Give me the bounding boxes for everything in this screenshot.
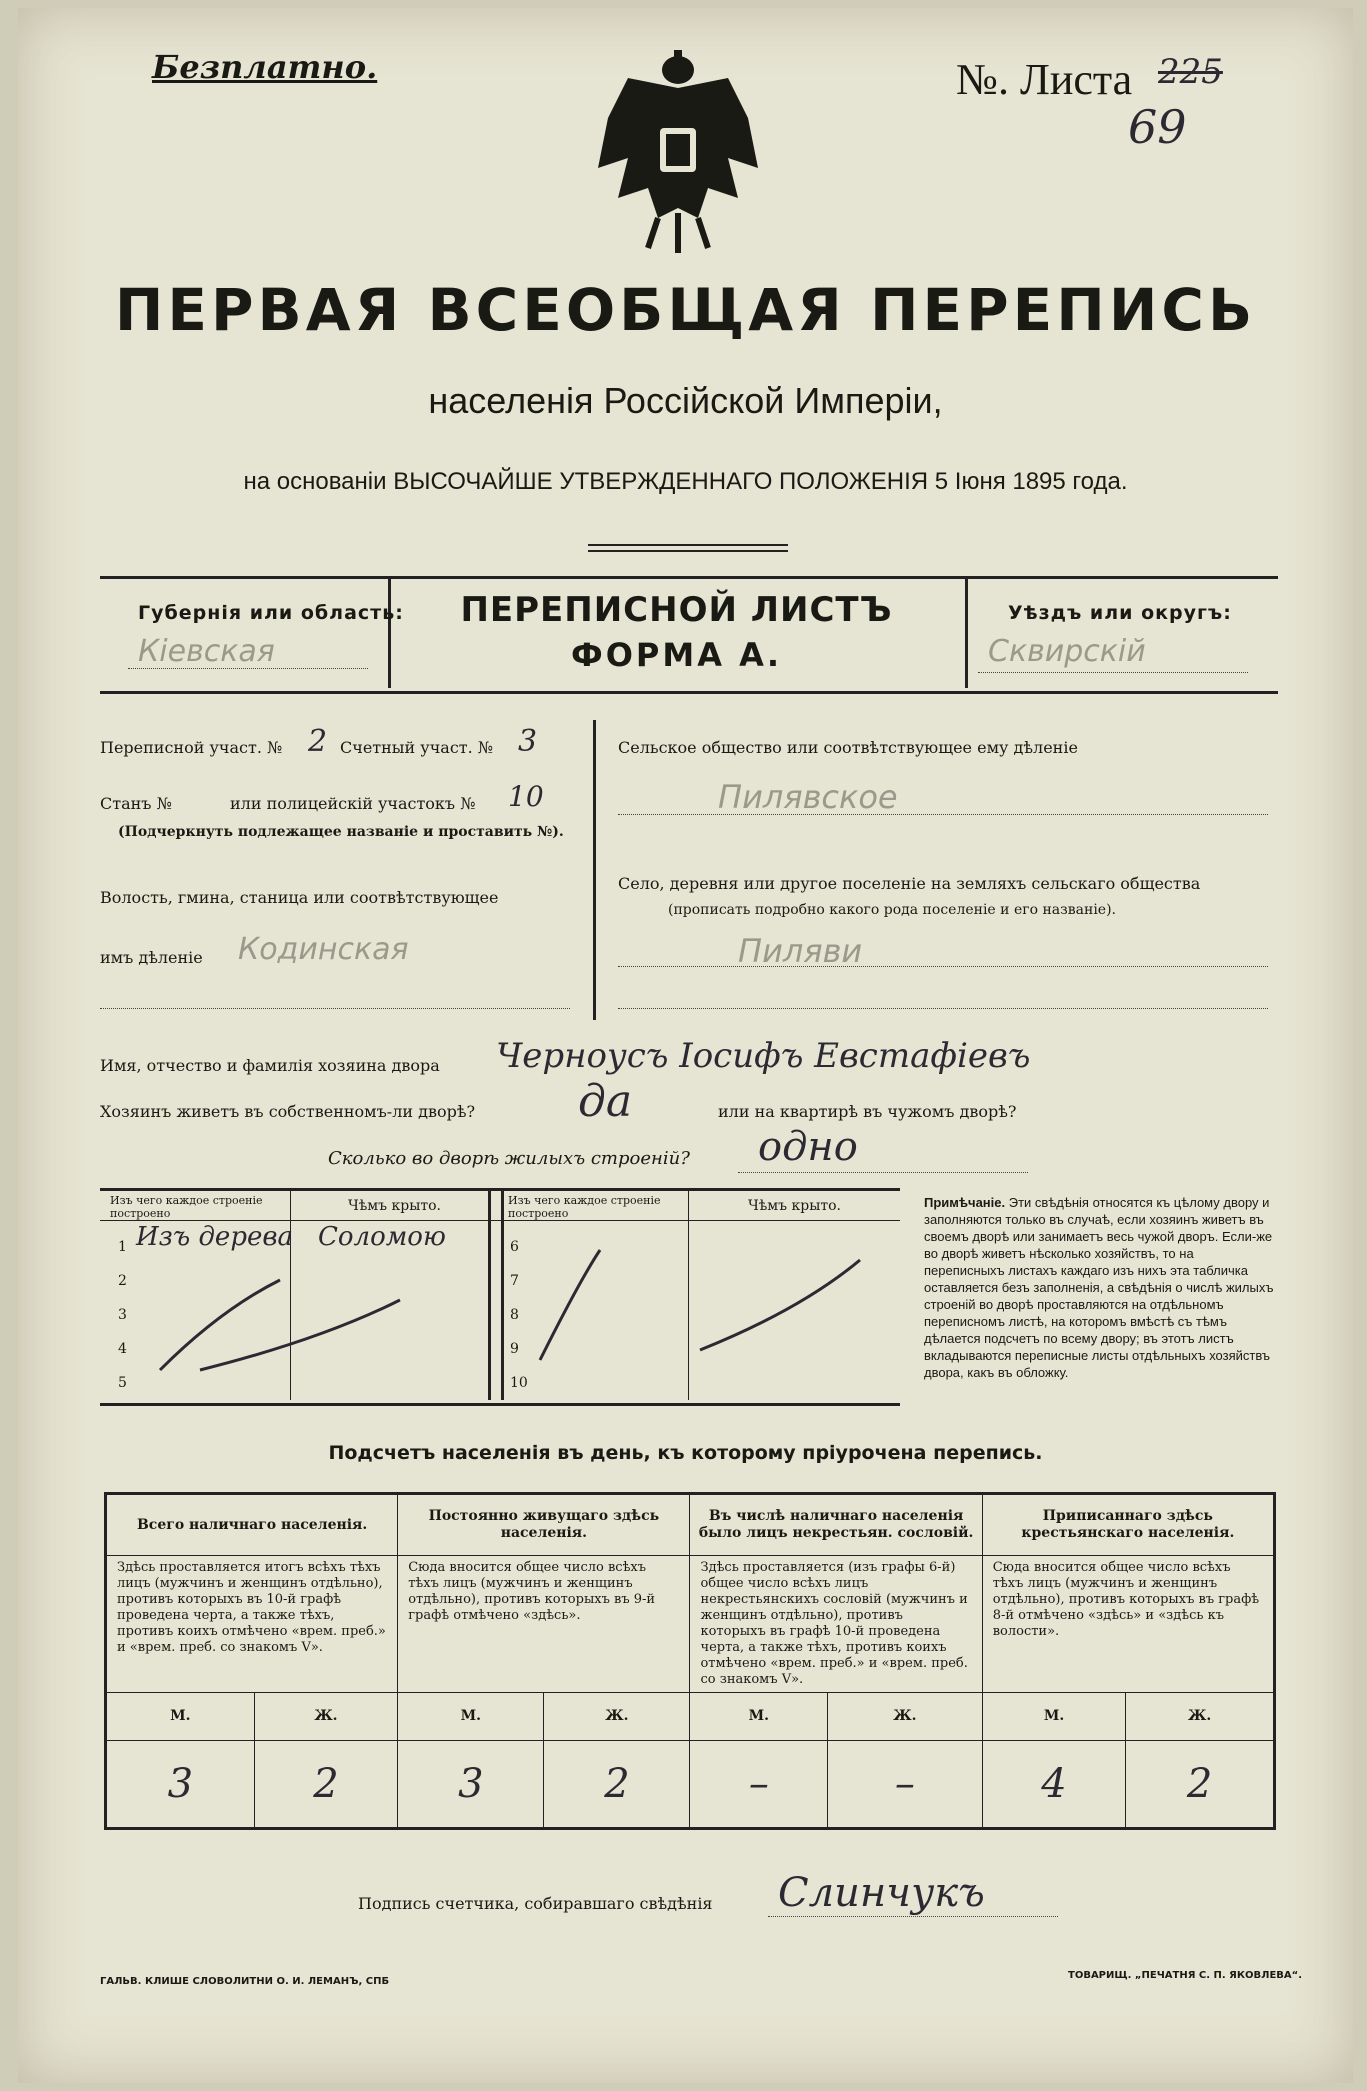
female-header: Ж. (1126, 1693, 1275, 1741)
signature-label: Подпись счетчика, собиравшаго свѣдѣнія (358, 1894, 713, 1913)
society-line (618, 814, 1268, 815)
male-header: М. (690, 1693, 828, 1741)
village-note: (прописать подробно какого рода поселеніе и его названіе). (668, 902, 1116, 918)
male-header: М. (982, 1693, 1126, 1741)
pop-col-title: Приписаннаго здѣсь крестьянскаго населенія. (982, 1494, 1274, 1556)
form-title: ПЕРЕПИСНОЙ ЛИСТЪ (460, 590, 893, 630)
own-yard-value: да (578, 1076, 633, 1127)
building-row-number: 1 (118, 1239, 127, 1255)
village-line (618, 966, 1268, 967)
buildings-col-material-left: Изъ чего каждое строеніе построено (110, 1194, 263, 1220)
buildings-col-roof-left: Чѣмъ крыто. (348, 1198, 441, 1214)
underline-note: (Подчеркнуть подлежащее названіе и проставить №). (118, 824, 564, 840)
village-label: Село, деревня или другое поселеніе на земляхъ сельскаго общества (618, 874, 1201, 893)
pop-female-value: 2 (1126, 1741, 1275, 1829)
pop-col-desc: Здѣсь проставляется итогъ всѣхъ тѣхъ лицъ (мужчинъ и женщинъ отдѣльно), противъ которыхъ въ 10-й графѣ проведена черта, а также тѣхъ, противъ коихъ отмѣчено «врем. преб.» и «врем. преб. со знакомъ V». (106, 1556, 398, 1693)
sheet-number-value: 69 (1128, 100, 1187, 154)
rent-label: или на квартирѣ въ чужомъ дворѣ? (718, 1102, 1017, 1121)
uezd-line (978, 672, 1248, 673)
uchastok-value: 2 (308, 724, 328, 759)
pop-col-desc: Здѣсь проставляется (изъ графы 6-й) общее число всѣхъ лицъ некрестьянскихъ сословій (мужчинъ и женщинъ отдѣльно), противъ которыхъ въ графѣ 10-й проведена черта, а также тѣхъ, противъ коихъ отмѣчено «врем. преб.» и «врем. преб. со знакомъ V». (690, 1556, 982, 1693)
pop-male-value: 3 (106, 1741, 255, 1829)
sheet-number-label: №. Листа (956, 55, 1133, 104)
pop-female-value: 2 (544, 1741, 690, 1829)
ornament-divider (588, 544, 788, 552)
note-title: Примѣчаніе. (924, 1195, 1006, 1210)
building-row-number: 7 (510, 1273, 519, 1289)
double-headed-eagle-icon (588, 48, 768, 258)
main-title: ПЕРВАЯ ВСЕОБЩАЯ ПЕРЕПИСЬ (114, 276, 1257, 344)
gubernia-label: Губернія или область: (138, 602, 404, 624)
building-row-number: 4 (118, 1341, 127, 1357)
buildings-value: одно (758, 1124, 858, 1170)
volost-line (100, 1008, 570, 1009)
building-1-roof: Соломою (318, 1222, 446, 1252)
free-label: Безплатно. (152, 48, 378, 86)
building-row-number: 2 (118, 1273, 127, 1289)
own-yard-label: Хозяинъ живетъ въ собственномъ-ли дворѣ? (100, 1102, 476, 1121)
pop-female-value: 2 (254, 1741, 398, 1829)
building-row-number: 9 (510, 1341, 519, 1357)
pop-col-title: Постоянно живущаго здѣсь населенія. (398, 1494, 690, 1556)
owner-name-label: Имя, отчество и фамилія хозяина двора (100, 1056, 440, 1075)
census-sheet (18, 8, 1353, 2083)
police-value: 10 (508, 780, 544, 813)
society-label: Сельское общество или соотвѣтствующее ему дѣленіе (618, 738, 1078, 757)
female-header: Ж. (544, 1693, 690, 1741)
pop-col-desc: Сюда вносится общее число всѣхъ тѣхъ лицъ (мужчинъ и женщинъ отдѣльно), противъ которыхъ въ графѣ 8-й отмѣчено «здѣсь» и «здѣсь къ волости». (982, 1556, 1274, 1693)
buildings-col-roof-right: Чѣмъ крыто. (748, 1198, 841, 1214)
gubernia-line (128, 668, 368, 669)
legal-basis: на основаніи ВЫСОЧАЙШЕ УТВЕРЖДЕННАГО ПОЛОЖЕНІЯ 5 Іюня 1895 года. (243, 468, 1128, 495)
village-line-2 (618, 1008, 1268, 1009)
building-row-number: 6 (510, 1239, 519, 1255)
volost-label: Волость, гмина, станица или соотвѣтствующее (100, 888, 499, 907)
uezd-label: Уѣздъ или округъ: (1008, 602, 1232, 624)
pop-col-title: Всего наличнаго населенія. (106, 1494, 398, 1556)
footer-left: ГАЛЬВ. КЛИШЕ СЛОВОЛИТНИ О. И. ЛЕМАНЪ, СПБ (100, 1976, 390, 1987)
uezd-value: Сквирскій (988, 634, 1146, 669)
female-header: Ж. (828, 1693, 983, 1741)
signature-line (768, 1916, 1058, 1917)
sheet-number-crossed: 225 (1158, 52, 1223, 92)
form-variant: ФОРМА А. (570, 636, 783, 674)
volost-label-2: имъ дѣленіе (100, 948, 203, 967)
volost-value: Кодинская (238, 932, 409, 967)
owner-name-value: Черноусъ Іосифъ Евстафіевъ (496, 1036, 1031, 1076)
police-label: или полицейскій участокъ № (230, 794, 476, 813)
building-row-number: 10 (510, 1375, 528, 1391)
building-1-material: Изъ дерева (136, 1222, 293, 1252)
subtitle: населенія Россійской Имперіи, (428, 380, 943, 421)
pop-col-title: Въ числѣ наличнаго населенія было лицъ некрестьян. сословій. (690, 1494, 982, 1556)
population-table (104, 1492, 1276, 1830)
society-value: Пилявское (718, 778, 898, 816)
male-header: М. (106, 1693, 255, 1741)
cancel-strokes (100, 1220, 900, 1400)
female-header: Ж. (254, 1693, 398, 1741)
schetny-value: 3 (518, 724, 538, 759)
building-row-number: 3 (118, 1307, 127, 1323)
buildings-label: Сколько во дворѣ жилыхъ строеній? (328, 1148, 690, 1169)
building-row-number: 5 (118, 1375, 127, 1391)
signature-value: Слинчукъ (778, 1870, 985, 1916)
pop-male-value: 3 (398, 1741, 544, 1829)
pop-col-desc: Сюда вносится общее число всѣхъ тѣхъ лицъ (мужчинъ и женщинъ отдѣльно), противъ которыхъ въ 9-й графѣ отмѣчено «здѣсь». (398, 1556, 690, 1693)
male-header: М. (398, 1693, 544, 1741)
buildings-line (738, 1172, 1028, 1173)
pop-male-value: – (690, 1741, 828, 1829)
gubernia-value: Кіевская (138, 634, 275, 669)
schetny-label: Счетный участ. № (340, 738, 493, 757)
stan-label: Станъ № (100, 794, 172, 813)
building-row-number: 8 (510, 1307, 519, 1323)
population-heading: Подсчетъ населенія въ день, къ которому пріурочена перепись. (328, 1442, 1043, 1464)
uchastok-label: Переписной участ. № (100, 738, 283, 757)
village-value: Пиляви (738, 932, 863, 970)
buildings-col-material-right: Изъ чего каждое строеніе построено (508, 1194, 661, 1220)
pop-male-value: 4 (982, 1741, 1126, 1829)
fields-divider (593, 720, 596, 1020)
note-text: Эти свѣдѣнія относятся къ цѣлому двору и заполняются только въ случаѣ, если хозяинъ живетъ въ своемъ дворѣ или занимаетъ весь чужой дворъ. Если-же во дворѣ живетъ нѣсколько хозяйствъ, то на переписныхъ листахъ каждаго изъ нихъ эта табличка оставляется безъ заполненія, а свѣдѣнія о числѣ жилыхъ строеній во дворѣ проставляются на отдѣльномъ переписномъ листѣ, на которомъ вмѣстѣ съ тѣмъ дѣлается подсчетъ по всему двору; въ этотъ листъ вкладываются переписные листы отдѣльныхъ хозяйствъ двора, какъ въ обложку. (924, 1195, 1274, 1380)
buildings-note (924, 1194, 1276, 1381)
footer-right: ТОВАРИЩ. „ПЕЧАТНЯ С. П. ЯКОВЛЕВА“. (1068, 1970, 1303, 1981)
pop-female-value: – (828, 1741, 983, 1829)
